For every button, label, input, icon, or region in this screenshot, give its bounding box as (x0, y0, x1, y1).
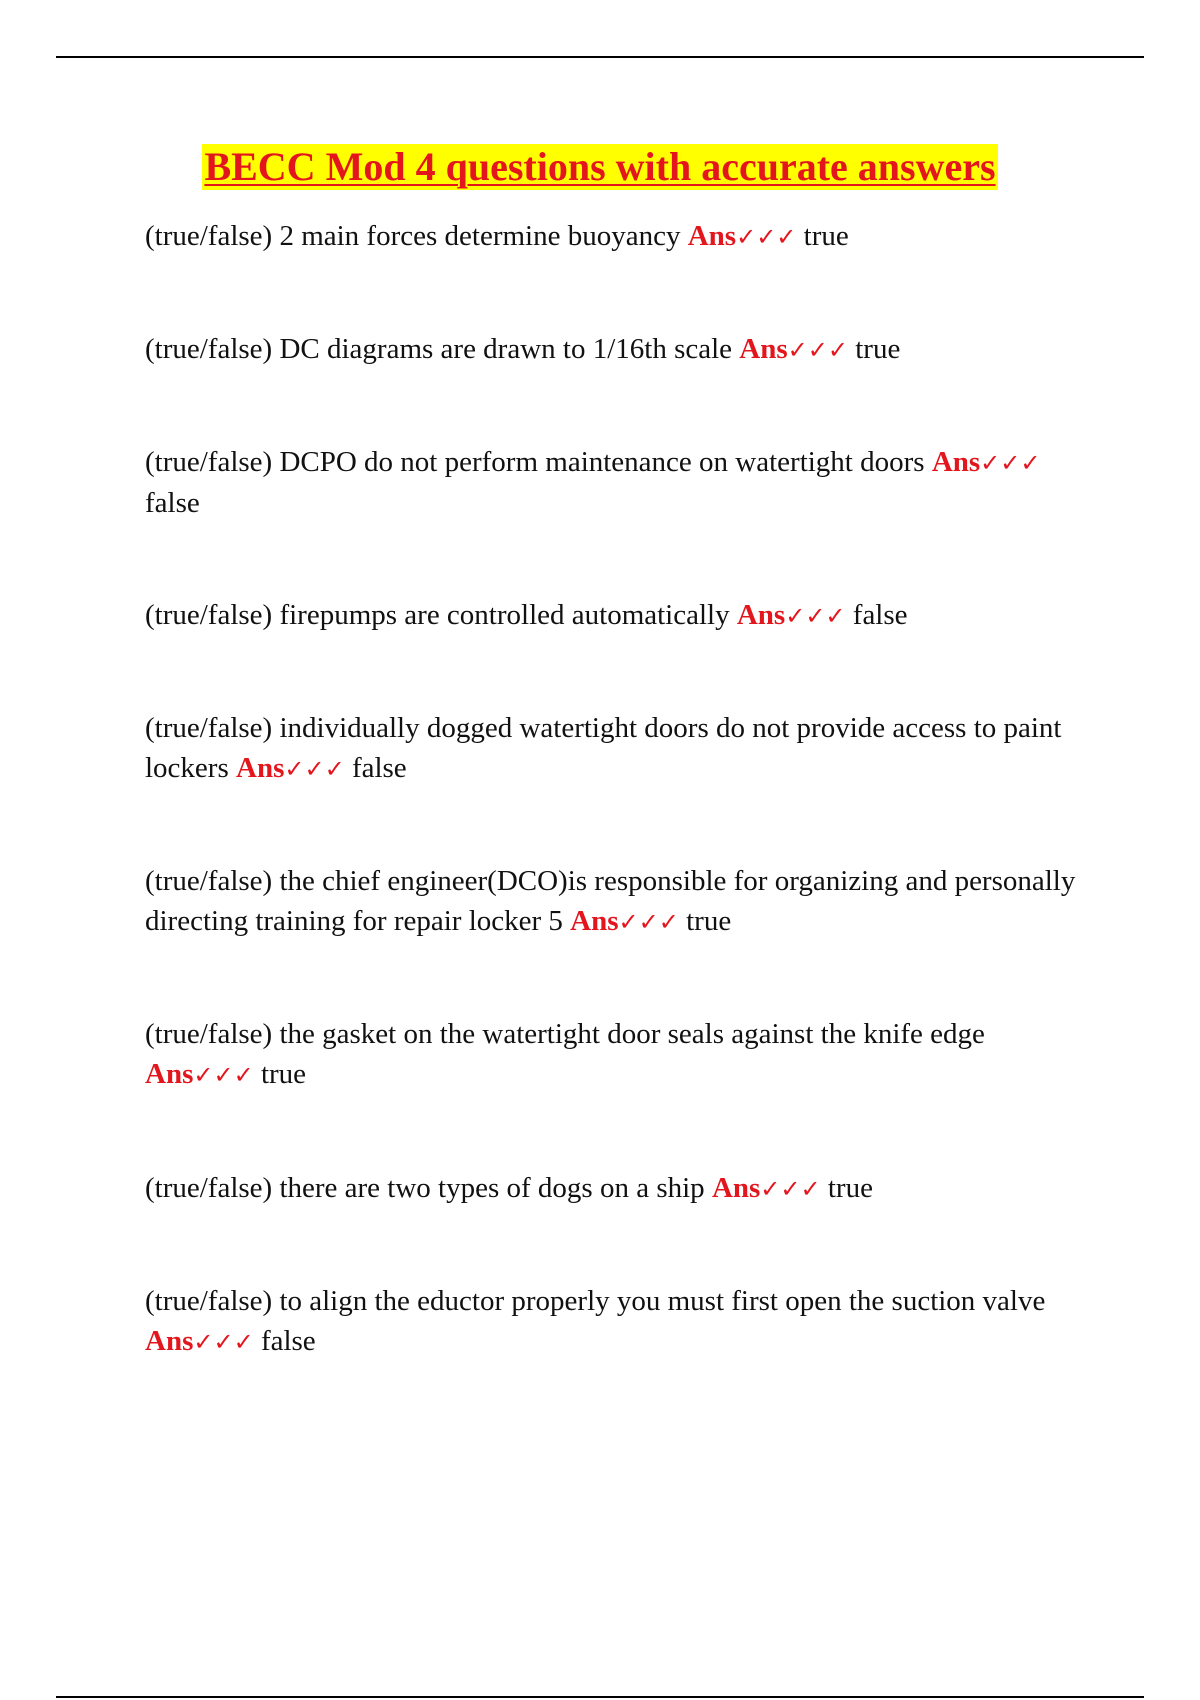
answer-label: Ans (687, 220, 737, 252)
answer-label: Ans (236, 752, 285, 784)
check-marks-icon: ✓✓✓ (787, 336, 848, 364)
check-marks-icon: ✓✓✓ (760, 1175, 821, 1203)
footer-rule (56, 1696, 1144, 1698)
check-marks-icon: ✓✓✓ (193, 1328, 254, 1356)
question-text: (true/false) DC diagrams are drawn to 1/16th scale (145, 333, 733, 365)
qa-item (145, 861, 1085, 942)
answer-text: true (803, 220, 849, 252)
answer-label: Ans (570, 905, 619, 937)
answer-text: true (686, 905, 732, 937)
answer-text: true (827, 1172, 873, 1204)
answer-text: false (351, 752, 407, 784)
check-marks-icon: ✓✓✓ (284, 755, 345, 783)
qa-item (145, 1281, 1085, 1362)
question-text: (true/false) DCPO do not perform maintenance on watertight doors (145, 446, 925, 478)
question-text: (true/false) firepumps are controlled automatically (145, 599, 730, 631)
title-container (0, 144, 1200, 190)
answer-label: Ans (736, 599, 786, 631)
answer-label: Ans (145, 1058, 194, 1090)
qa-item (145, 1168, 1085, 1209)
answer-text: false (852, 599, 908, 631)
qa-item (145, 442, 1085, 523)
answer-label: Ans (145, 1325, 194, 1357)
document-title: BECC Mod 4 questions with accurate answers (204, 144, 996, 189)
question-text: (true/false) 2 main forces determine buoyancy (145, 220, 681, 252)
qa-item (145, 708, 1085, 789)
qa-item (145, 329, 1085, 370)
question-text: (true/false) the chief engineer(DCO)is responsible for organizing and personally directing training for repair locker 5 (145, 865, 1076, 937)
question-text: (true/false) to align the eductor properly you must first open the suction valve (145, 1285, 1046, 1317)
answer-text: true (855, 333, 901, 365)
check-marks-icon: ✓✓✓ (736, 223, 797, 251)
header-rule (56, 56, 1144, 58)
qa-item (145, 216, 1085, 257)
answer-text: false (260, 1325, 316, 1357)
answer-text: false (145, 487, 200, 519)
check-marks-icon: ✓✓✓ (980, 449, 1041, 477)
qa-item (145, 1014, 1085, 1095)
answer-label: Ans (711, 1172, 761, 1204)
answer-label: Ans (739, 333, 788, 365)
check-marks-icon: ✓✓✓ (193, 1061, 254, 1089)
check-marks-icon: ✓✓✓ (618, 908, 679, 936)
answer-label: Ans (931, 446, 981, 478)
qa-item (145, 595, 1085, 636)
answer-text: true (260, 1058, 307, 1090)
question-text: (true/false) there are two types of dogs on a ship (145, 1172, 705, 1204)
check-marks-icon: ✓✓✓ (785, 602, 846, 630)
question-text: (true/false) the gasket on the watertight door seals against the knife edge (145, 1018, 985, 1050)
question-text: (true/false) individually dogged watertight doors do not provide access to paint lockers (145, 712, 1062, 784)
